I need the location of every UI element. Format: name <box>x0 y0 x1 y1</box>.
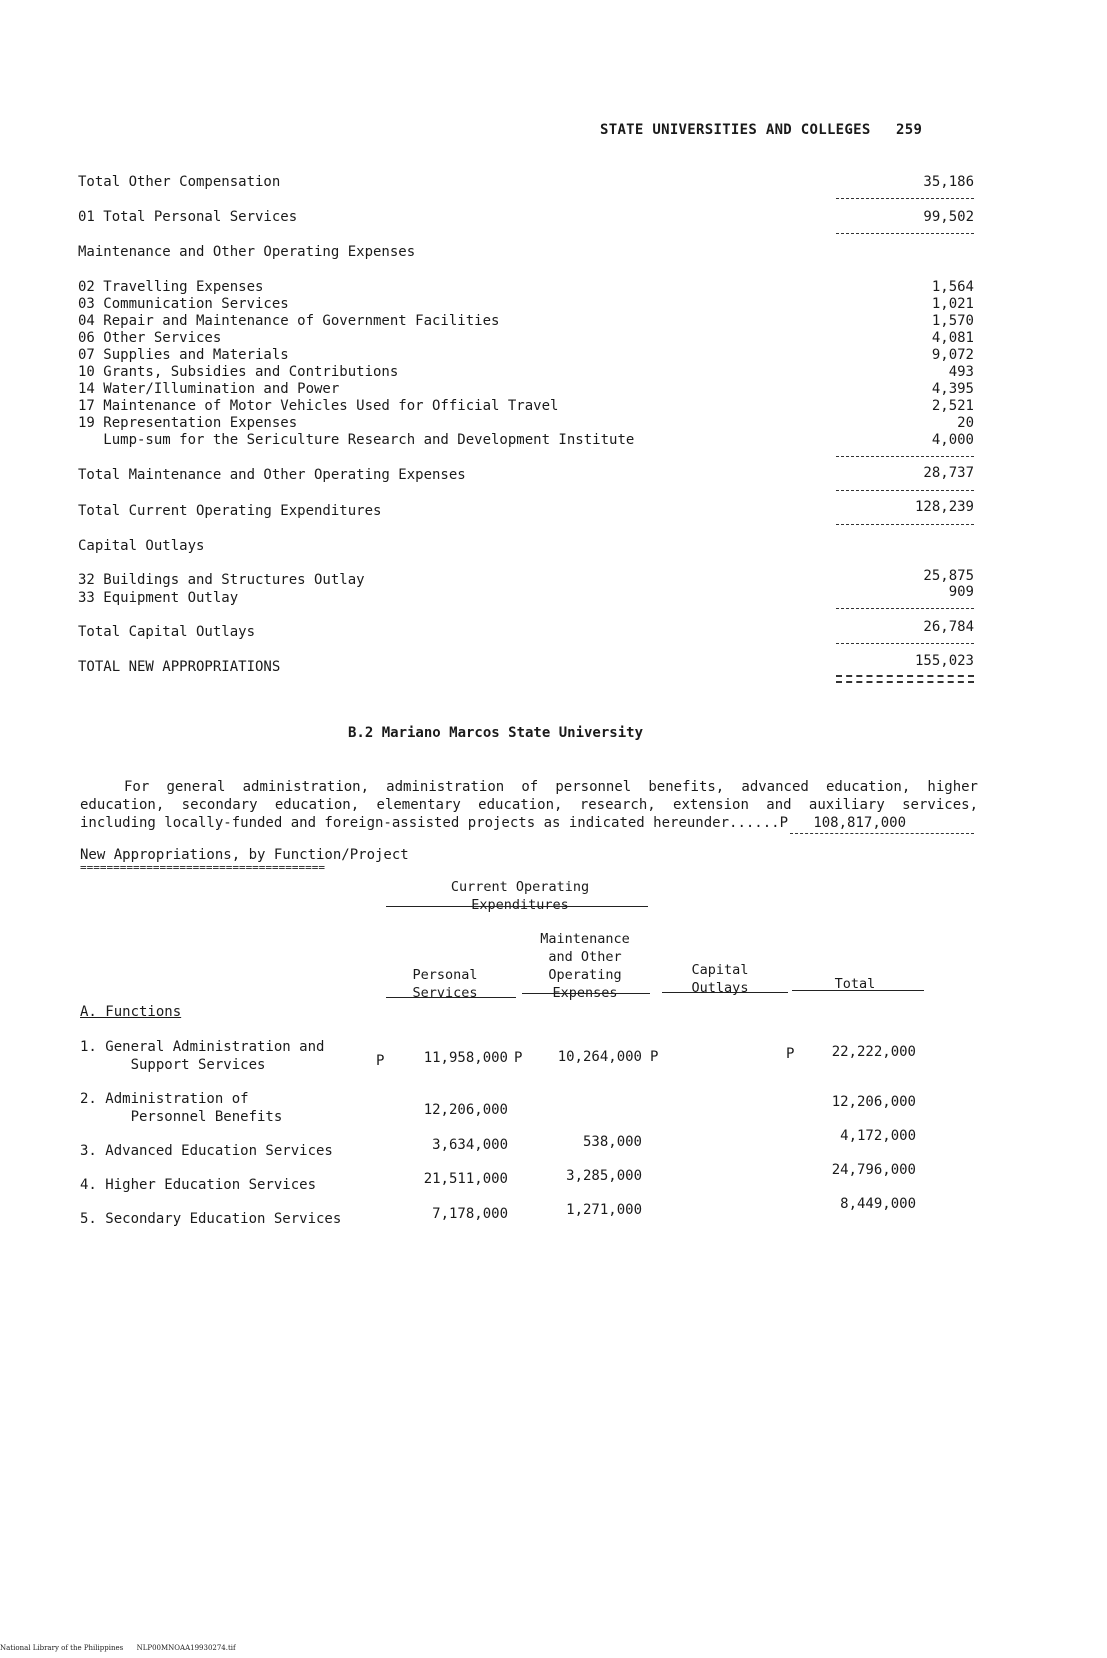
total-new-appropriations-amount: 155,023 <box>914 653 974 669</box>
total-mooe-label: Total Maintenance and Other Operating Expenses <box>78 467 466 483</box>
peso-sign: P <box>786 1046 795 1062</box>
rule <box>836 233 974 234</box>
row-mooe-amount: 10,264,000 <box>557 1049 642 1065</box>
mooe-item-amount: 1,021 <box>931 296 974 312</box>
paragraph-text: For general administration, administration of personnel benefits, advanced education, higher education, secondary education, elementary education, research, extension and auxiliary services, including locally-funded and foreign-assisted projects as indicated hereunder......P <box>80 779 978 831</box>
mooe-item-label: 14 Water/Illumination and Power <box>78 381 340 397</box>
capital-item-amount: 909 <box>948 584 974 600</box>
col-total: Total <box>834 976 876 992</box>
peso-sign: P <box>650 1049 659 1065</box>
underline <box>792 990 924 991</box>
total-personal-services-amount: 99,502 <box>923 209 974 225</box>
mooe-item-label: 03 Communication Services <box>78 296 289 312</box>
section-title: B.2 Mariano Marcos State University <box>348 725 644 741</box>
mooe-item-amount: 493 <box>948 364 974 380</box>
function-row-label: 3. Advanced Education Services <box>80 1143 333 1159</box>
mooe-item-amount: 4,395 <box>931 381 974 397</box>
function-row-label: 5. Secondary Education Services <box>80 1211 342 1227</box>
mooe-item-label: 06 Other Services <box>78 330 222 346</box>
mooe-heading: Maintenance and Other Operating Expenses <box>78 244 416 260</box>
footer-library: National Library of the Philippines <box>0 1644 124 1652</box>
row-total-amount: 8,449,000 <box>840 1196 916 1212</box>
row-personal-amount: 21,511,000 <box>423 1171 508 1187</box>
row-total-amount: 12,206,000 <box>831 1094 916 1110</box>
total-mooe-amount: 28,737 <box>923 465 974 481</box>
total-capital-amount: 26,784 <box>923 619 974 635</box>
total-new-appropriations-label: TOTAL NEW APPROPRIATIONS <box>78 659 281 675</box>
mooe-item-amount: 4,000 <box>931 432 974 448</box>
total-capital-label: Total Capital Outlays <box>78 624 256 640</box>
capital-item-amount: 25,875 <box>923 568 974 584</box>
total-personal-services-label: 01 Total Personal Services <box>78 209 298 225</box>
capital-item-label: 32 Buildings and Structures Outlay <box>78 572 365 588</box>
mooe-item-label: 17 Maintenance of Motor Vehicles Used for Official Travel <box>78 398 559 414</box>
underline <box>386 906 648 907</box>
running-title: STATE UNIVERSITIES AND COLLEGES <box>600 122 871 138</box>
total-other-compensation-label: Total Other Compensation <box>78 174 281 190</box>
mooe-item-label: 02 Travelling Expenses <box>78 279 264 295</box>
functions-heading: A. Functions <box>80 1004 182 1020</box>
heading-rule: ===================================== <box>80 861 326 874</box>
underline <box>386 997 516 998</box>
page-number: 259 <box>896 122 923 138</box>
rule <box>836 608 974 609</box>
rule <box>836 456 974 457</box>
capital-item-label: 33 Equipment Outlay <box>78 590 239 606</box>
capital-heading: Capital Outlays <box>78 538 205 554</box>
row-personal-amount: 11,958,000 <box>423 1050 508 1066</box>
mooe-item-label: 10 Grants, Subsidies and Contributions <box>78 364 399 380</box>
rule <box>836 490 974 491</box>
scan-footer <box>0 1644 236 1652</box>
mooe-item-amount: 2,521 <box>931 398 974 414</box>
row-personal-amount: 3,634,000 <box>432 1137 508 1153</box>
rule <box>790 833 974 834</box>
function-row-label: 1. General Administration and Support Services <box>80 1039 325 1073</box>
rule <box>836 198 974 199</box>
underline <box>522 993 650 994</box>
mooe-item-amount: 1,570 <box>931 313 974 329</box>
total-current-amount: 128,239 <box>914 499 974 515</box>
double-rule <box>836 675 974 683</box>
row-mooe-amount: 1,271,000 <box>566 1202 642 1218</box>
col-capital-outlays: Capital Outlays <box>691 962 749 996</box>
mooe-item-amount: 1,564 <box>931 279 974 295</box>
row-total-amount: 4,172,000 <box>840 1128 916 1144</box>
group-header: Current Operating Expenditures <box>450 879 590 913</box>
peso-sign: P <box>514 1050 523 1066</box>
mooe-item-amount: 20 <box>957 415 974 431</box>
mooe-item-label: 07 Supplies and Materials <box>78 347 289 363</box>
row-total-amount: 24,796,000 <box>831 1162 916 1178</box>
col-personal-services: Personal Services <box>412 967 478 1001</box>
underline <box>662 992 788 993</box>
row-total-amount: 22,222,000 <box>831 1044 916 1060</box>
mooe-item-amount: 9,072 <box>931 347 974 363</box>
function-row-label: 4. Higher Education Services <box>80 1177 317 1193</box>
row-personal-amount: 12,206,000 <box>423 1102 508 1118</box>
footer-file: NLP00MNOAA19930274.tif <box>136 1644 236 1652</box>
appropriations-heading: New Appropriations, by Function/Project <box>80 847 409 863</box>
total-other-compensation-amount: 35,186 <box>923 174 974 190</box>
appropriation-paragraph <box>80 778 978 832</box>
col-mooe: Maintenance and Other Operating Expenses <box>540 931 630 1001</box>
peso-sign: P <box>376 1053 385 1069</box>
row-mooe-amount: 3,285,000 <box>566 1168 642 1184</box>
total-current-label: Total Current Operating Expenditures <box>78 503 382 519</box>
row-mooe-amount: 538,000 <box>582 1134 642 1150</box>
rule <box>836 643 974 644</box>
row-personal-amount: 7,178,000 <box>432 1206 508 1222</box>
function-row-label: 2. Administration of Personnel Benefits <box>80 1091 283 1125</box>
mooe-item-label: 04 Repair and Maintenance of Government Facilities <box>78 313 500 329</box>
mooe-item-label: 19 Representation Expenses <box>78 415 298 431</box>
rule <box>836 524 974 525</box>
mooe-item-label: Lump-sum for the Sericulture Research and Development Institute <box>78 432 635 448</box>
mooe-item-amount: 4,081 <box>931 330 974 346</box>
paragraph-amount: 108,817,000 <box>813 815 907 831</box>
